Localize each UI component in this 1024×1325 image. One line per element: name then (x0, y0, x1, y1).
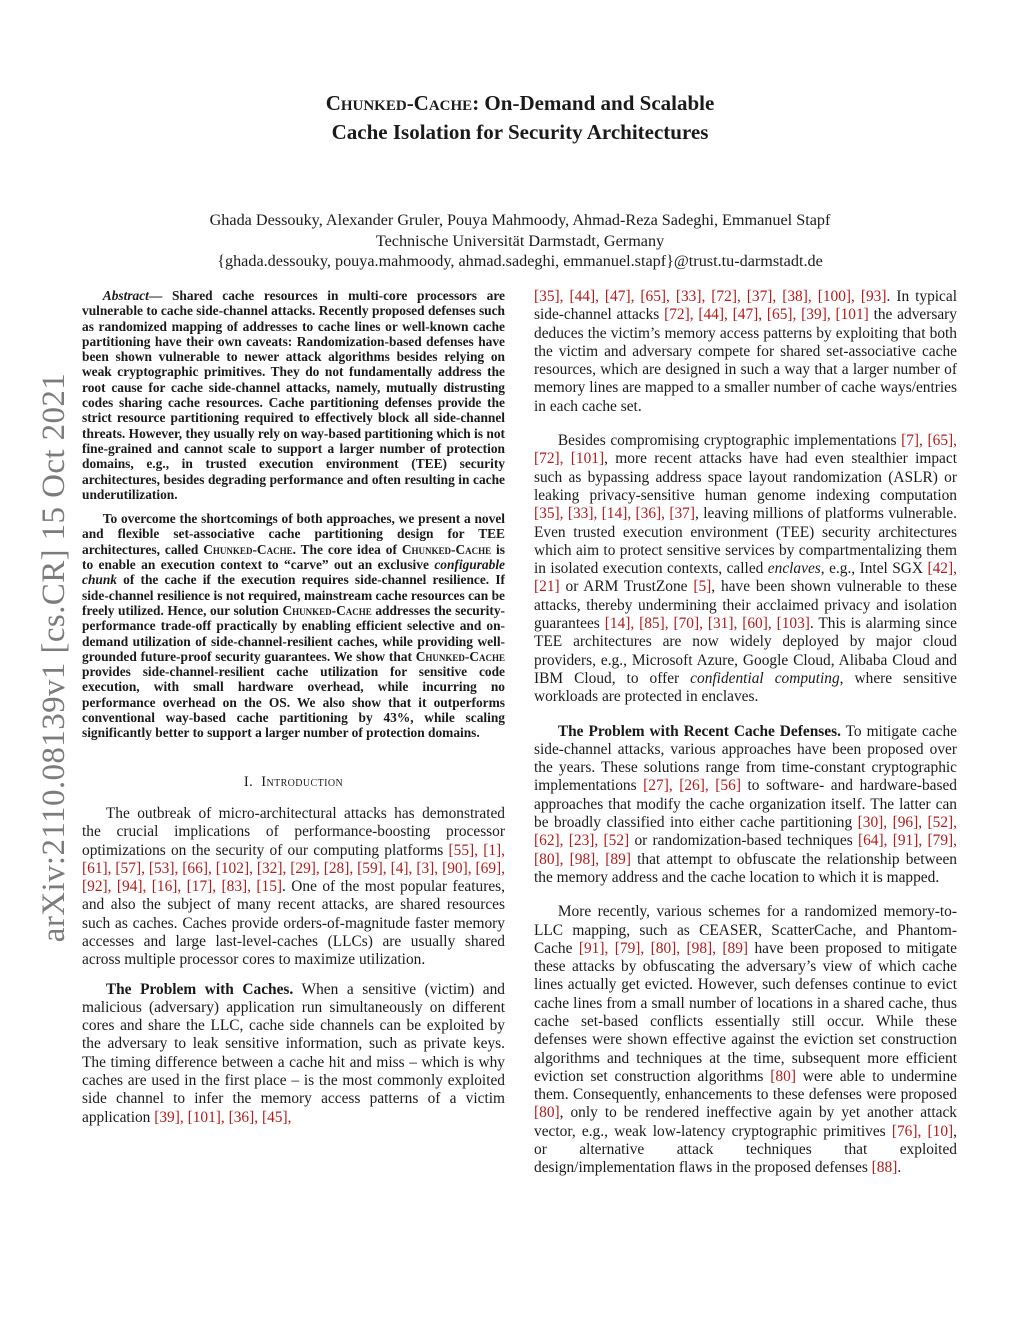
citation-link[interactable]: [14], [85], [70], [31], [60], [103] (604, 615, 810, 633)
paragraph-heading: The Problem with Caches. (105, 980, 294, 998)
abstract (82, 288, 505, 741)
citation-link[interactable]: [30], [96], [52], [62], [23], [52] (534, 814, 957, 850)
right-paragraph-3: The Problem with Recent Cache Defenses. To mitigate cache side-channel attacks, various approaches have been proposed over the years. These solutions range from time-constant cryptographic implementations [27], [26], [56] to software- and hardware-based approaches that modify the cache organization itself. The latter can be broadly classified into either cache partitioning [30], [96], [52], [62], [23], [52] or randomization-based techniques [64], [91], [79], [80], [98], [89] that attempt to obfuscate the relationship between the memory address and the cache location to which it is mapped. (534, 722, 957, 886)
abstract-paragraph-1: Abstract— Shared cache resources in multi-core processors are vulnerable to cache side-channel attacks. Recently proposed defenses such as randomized mapping of addresses to cache lines or well-known cache partitioning have their own caveats: Randomization-based defenses have been shown vulnerable to newer attack algorithms besides relying on weak cryptographic primitives. They do not fundamentally address the root cause for cache side-channel attacks, namely, mutually distrusting codes sharing cache resources. Cache partitioning defenses provide the strict resource partitioning required to effectively block all side-channel threats. However, they usually rely on way-based partitioning which is not fine-grained and cannot scale to support a larger number of protection domains, e.g., in trusted execution environment (TEE) security architectures, besides degrading performance and often resulting in cache underutilization. (82, 288, 505, 502)
citation-link[interactable]: [5] (693, 578, 712, 596)
right-paragraph-2: Besides compromising cryptographic implementations [7], [65], [72], [101], more recent attacks have had even stealthier impact such as bypassing address space layout randomization (ASLR) or leaking privacy-sensitive human genome indexing computation [35], [33], [14], [36], [37], leaving millions of platforms vulnerable. Even trusted execution environment (TEE) security architectures which aim to protect sensitive services by compartmentalizing them in isolated execution contexts, called enclaves, e.g., Intel SGX [42], [21] or ARM TrustZone [5], have been shown vulnerable to these attacks, thereby undermining their acclaimed privacy and isolation guarantees [14], [85], [70], [31], [60], [103]. This is alarming since TEE architectures are now widely deployed by major cloud providers, e.g., Microsoft Azure, Google Cloud, Alibaba Cloud and IBM Cloud, to offer confidential computing, where sensitive workloads are protected in enclaves. (534, 432, 958, 706)
author-emails: {ghada.dessouky, pouya.mahmoody, ahmad.sadeghi, emmanuel.stapf}@trust.tu-darmstadt.de (217, 252, 823, 270)
title-line1-rest: : On-Demand and Scalable (472, 91, 715, 115)
citation-link[interactable]: [39], [101], [36], [45], (154, 1108, 292, 1126)
citation-link[interactable]: [88] (871, 1159, 898, 1177)
title-line2: Cache Isolation for Security Architectures (331, 120, 709, 144)
left-column (82, 288, 505, 1127)
citation-link[interactable]: [91], [79], [80], [98], [89] (578, 939, 749, 957)
citation-link[interactable]: [72], [44], [47], [65], [39], [101] (664, 306, 869, 324)
paragraph-heading: The Problem with Recent Cache Defenses. (557, 722, 841, 740)
arxiv-identifier: arXiv:2110.08139v1 [cs.CR] 15 Oct 2021 (36, 372, 72, 943)
citation-link[interactable]: [55], [1], [61], [57], [53], [66], [102], [32], [29], [28], [59], [4], [3], [90], [69], [92], [94], [16], [17], [83], [15] (82, 841, 505, 896)
citation-link[interactable]: [35], [44], [47], [65], [33], [72], [37], [38], [100], [93] (534, 288, 887, 305)
author-names: Ghada Dessouky, Alexander Gruler, Pouya Mahmoody, Ahmad-Reza Sadeghi, Emmanuel Stapf (209, 211, 831, 229)
author-block (100, 210, 940, 272)
right-paragraph-1: [35], [44], [47], [65], [33], [72], [37], [38], [100], [93]. In typical side-channel attacks [72], [44], [47], [65], [39], [101] the adversary deduces the victim’s memory access patterns by exploiting that both the victim and adversary compete for shared set-associative cache resources, which are designed in such a way that a larger number of memory lines are mapped to a smaller number of cache ways/entries in each cache set. (534, 288, 957, 415)
intro-paragraph-1: The outbreak of micro-architectural attacks has demonstrated the crucial implications of performance-boosting processor optimizations on the security of our computing platforms [55], [1], [61], [57], [53], [66], [102], [32], [29], [28], [59], [4], [3], [90], [69], [92], [94], [16], [17], [83], [15]. One of the most popular features, and also the subject of many recent attacks, are shared resources such as caches. Caches provide orders-of-magnitude faster memory accesses and large last-level-caches (LLCs) are usually shared across multiple processor cores to maximize utilization. (82, 804, 505, 969)
citation-link[interactable]: [80] (770, 1067, 796, 1085)
citation-link[interactable]: [42], [21] (534, 560, 957, 596)
title-system-name: Chunked-Cache (325, 91, 473, 115)
right-paragraph-4: More recently, various schemes for a randomized memory-to-LLC mapping, such as CEASER, ScatterCache, and Phantom-Cache [91], [79], [80], [98], [89] have been proposed to mitigate these attacks by obfuscating the adversary’s view of which cache lines actually get evicted. However, such defenses continue to evict cache lines from a small number of locations in a shared cache, thus cache set-based conflicts essentially still occur. While these defenses were shown effective against the eviction set construction algorithms and techniques at the time, subsequent more efficient eviction set construction algorithms [80] were able to undermine them. Consequently, enhancements to these defenses were proposed [80], only to be rendered ineffective again by yet another attack vector, e.g., weak low-latency cryptographic primitives [76], [10], or alternative attack techniques that exploited design/implementation flaws in the proposed defenses [88]. (534, 903, 957, 1177)
citation-link[interactable]: [35], [33], [14], [36], [37] (534, 505, 696, 523)
citation-link[interactable]: [7], [65], [72], [101] (534, 432, 957, 468)
affiliation: Technische Universität Darmstadt, Germany (375, 231, 665, 250)
citation-link[interactable]: [64], [91], [79], [80], [98], [89] (534, 832, 957, 868)
arxiv-stamp (24, 345, 84, 970)
citation-link[interactable]: [76], [10] (891, 1122, 954, 1140)
abstract-label: Abstract (102, 288, 149, 303)
citation-link[interactable]: [80] (534, 1104, 560, 1122)
citation-link[interactable]: [27], [26], [56] (643, 777, 741, 795)
abstract-paragraph-2: To overcome the shortcomings of both approaches, we present a novel and flexible set-associative cache partitioning design for TEE architectures, called Chunked-Cache. The core idea of Chunked-Cache is to enable an execution context to “carve” out an exclusive configurable chunk of the cache if the execution requires side-channel resilience. If side-channel resilience is not required, mainstream cache resources can be freely utilized. Hence, our solution Chunked-Cache addresses the security-performance trade-off practically by enabling efficient selective and on-demand utilization of side-channel-resilient caches, while providing well-grounded future-proof security guarantees. We show that Chunked-Cache provides side-channel-resilient cache utilization for sensitive code execution, with small hardware overhead, while incurring no performance overhead on the OS. We also show that it outperforms conventional way-based cache partitioning by 43%, while scaling significantly better to support a larger number of protection domains. (82, 511, 505, 741)
right-column (534, 288, 957, 1178)
section-heading-introduction: I. Introduction (243, 773, 344, 790)
paper-title (150, 89, 890, 147)
intro-paragraph-2: The Problem with Caches. When a sensitive (victim) and malicious (adversary) application run simultaneously on different cores and share the LLC, cache side channels can be exploited by the adversary to leak sensitive information, such as private keys. The timing difference between a cache hit and miss – which is why caches are used in the first place – is the most commonly exploited side channel to infer the memory access patterns of a victim application [39], [101], [36], [45], (82, 980, 505, 1126)
